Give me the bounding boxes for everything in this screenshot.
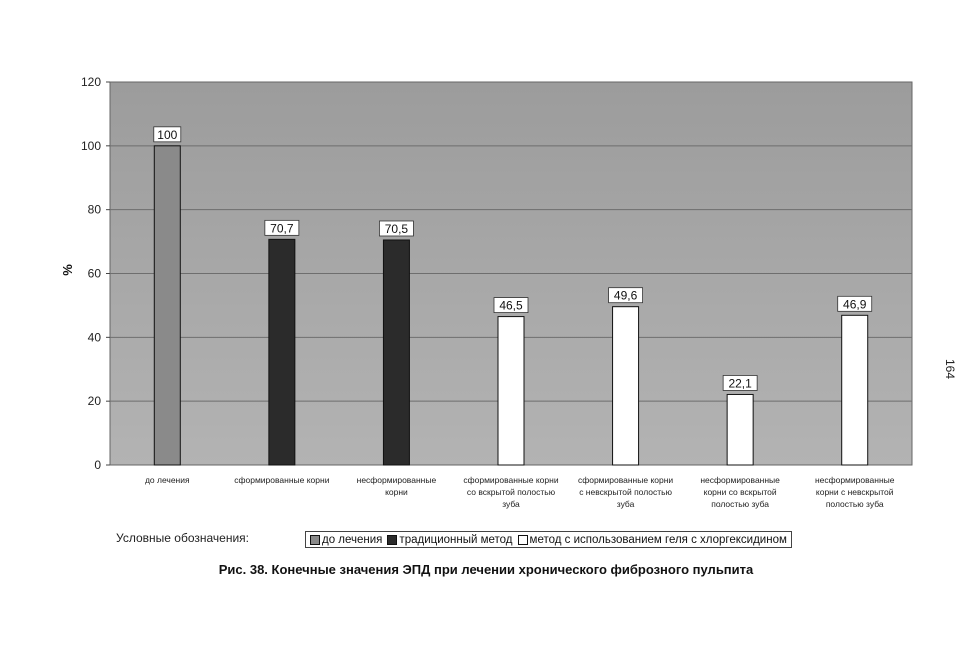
y-tick-label: 100 bbox=[80, 138, 101, 153]
value-label: 49,6 bbox=[613, 288, 638, 303]
legend-label: до лечения bbox=[322, 533, 383, 546]
x-tick-label: сформированные корни bbox=[234, 475, 330, 485]
bar bbox=[498, 317, 524, 465]
y-tick-label: 120 bbox=[80, 75, 101, 89]
y-tick-label: 80 bbox=[87, 202, 101, 217]
x-tick-label: несформированные корни со вскрытой полостью зуба bbox=[700, 475, 780, 509]
x-tick-label: несформированные корни с невскрытой полостью зуба bbox=[814, 475, 895, 509]
y-tick-label: 40 bbox=[87, 330, 101, 345]
value-label: 70,7 bbox=[270, 221, 294, 236]
legend bbox=[305, 531, 792, 548]
y-axis-ticks bbox=[81, 75, 110, 472]
bar bbox=[842, 315, 868, 465]
bar bbox=[613, 307, 639, 465]
x-tick-label: сформированные корни с невскрытой полостью зуба bbox=[577, 475, 674, 509]
y-tick-label: 0 bbox=[94, 458, 101, 472]
legend-item-before-treatment bbox=[310, 534, 382, 546]
legend-caption: Условные обозначения: bbox=[116, 531, 249, 545]
bar bbox=[383, 240, 409, 465]
legend-label: метод с использованием геля с хлоргексидином bbox=[529, 533, 787, 546]
value-label: 70,5 bbox=[384, 221, 409, 236]
legend-swatch bbox=[518, 535, 528, 545]
y-tick-label: 60 bbox=[87, 266, 101, 281]
value-label: 46,5 bbox=[499, 298, 523, 313]
legend-item-gel-method bbox=[518, 534, 787, 546]
legend-label: традиционный метод bbox=[399, 533, 513, 546]
value-label: 46,9 bbox=[843, 297, 867, 312]
x-tick-label: несформированные корни bbox=[356, 475, 437, 497]
bar bbox=[269, 239, 295, 465]
legend-item-traditional-method bbox=[387, 534, 512, 546]
figure-caption: Рис. 38. Конечные значения ЭПД при лечении хронического фиброзного пульпита bbox=[218, 562, 754, 577]
bar bbox=[727, 394, 753, 465]
x-tick-label: до лечения bbox=[144, 475, 190, 485]
x-axis-labels bbox=[145, 475, 895, 509]
y-tick-label: 20 bbox=[87, 394, 101, 409]
value-label: 22,1 bbox=[728, 376, 752, 391]
value-label: 100 bbox=[157, 127, 178, 142]
x-tick-label: сформированные корни со вскрытой полостью зуба bbox=[463, 475, 559, 509]
y-axis-label: % bbox=[60, 264, 75, 276]
bar bbox=[154, 146, 180, 465]
legend-swatch bbox=[387, 535, 397, 545]
page-number: 164 bbox=[943, 358, 958, 380]
legend-swatch bbox=[310, 535, 320, 545]
